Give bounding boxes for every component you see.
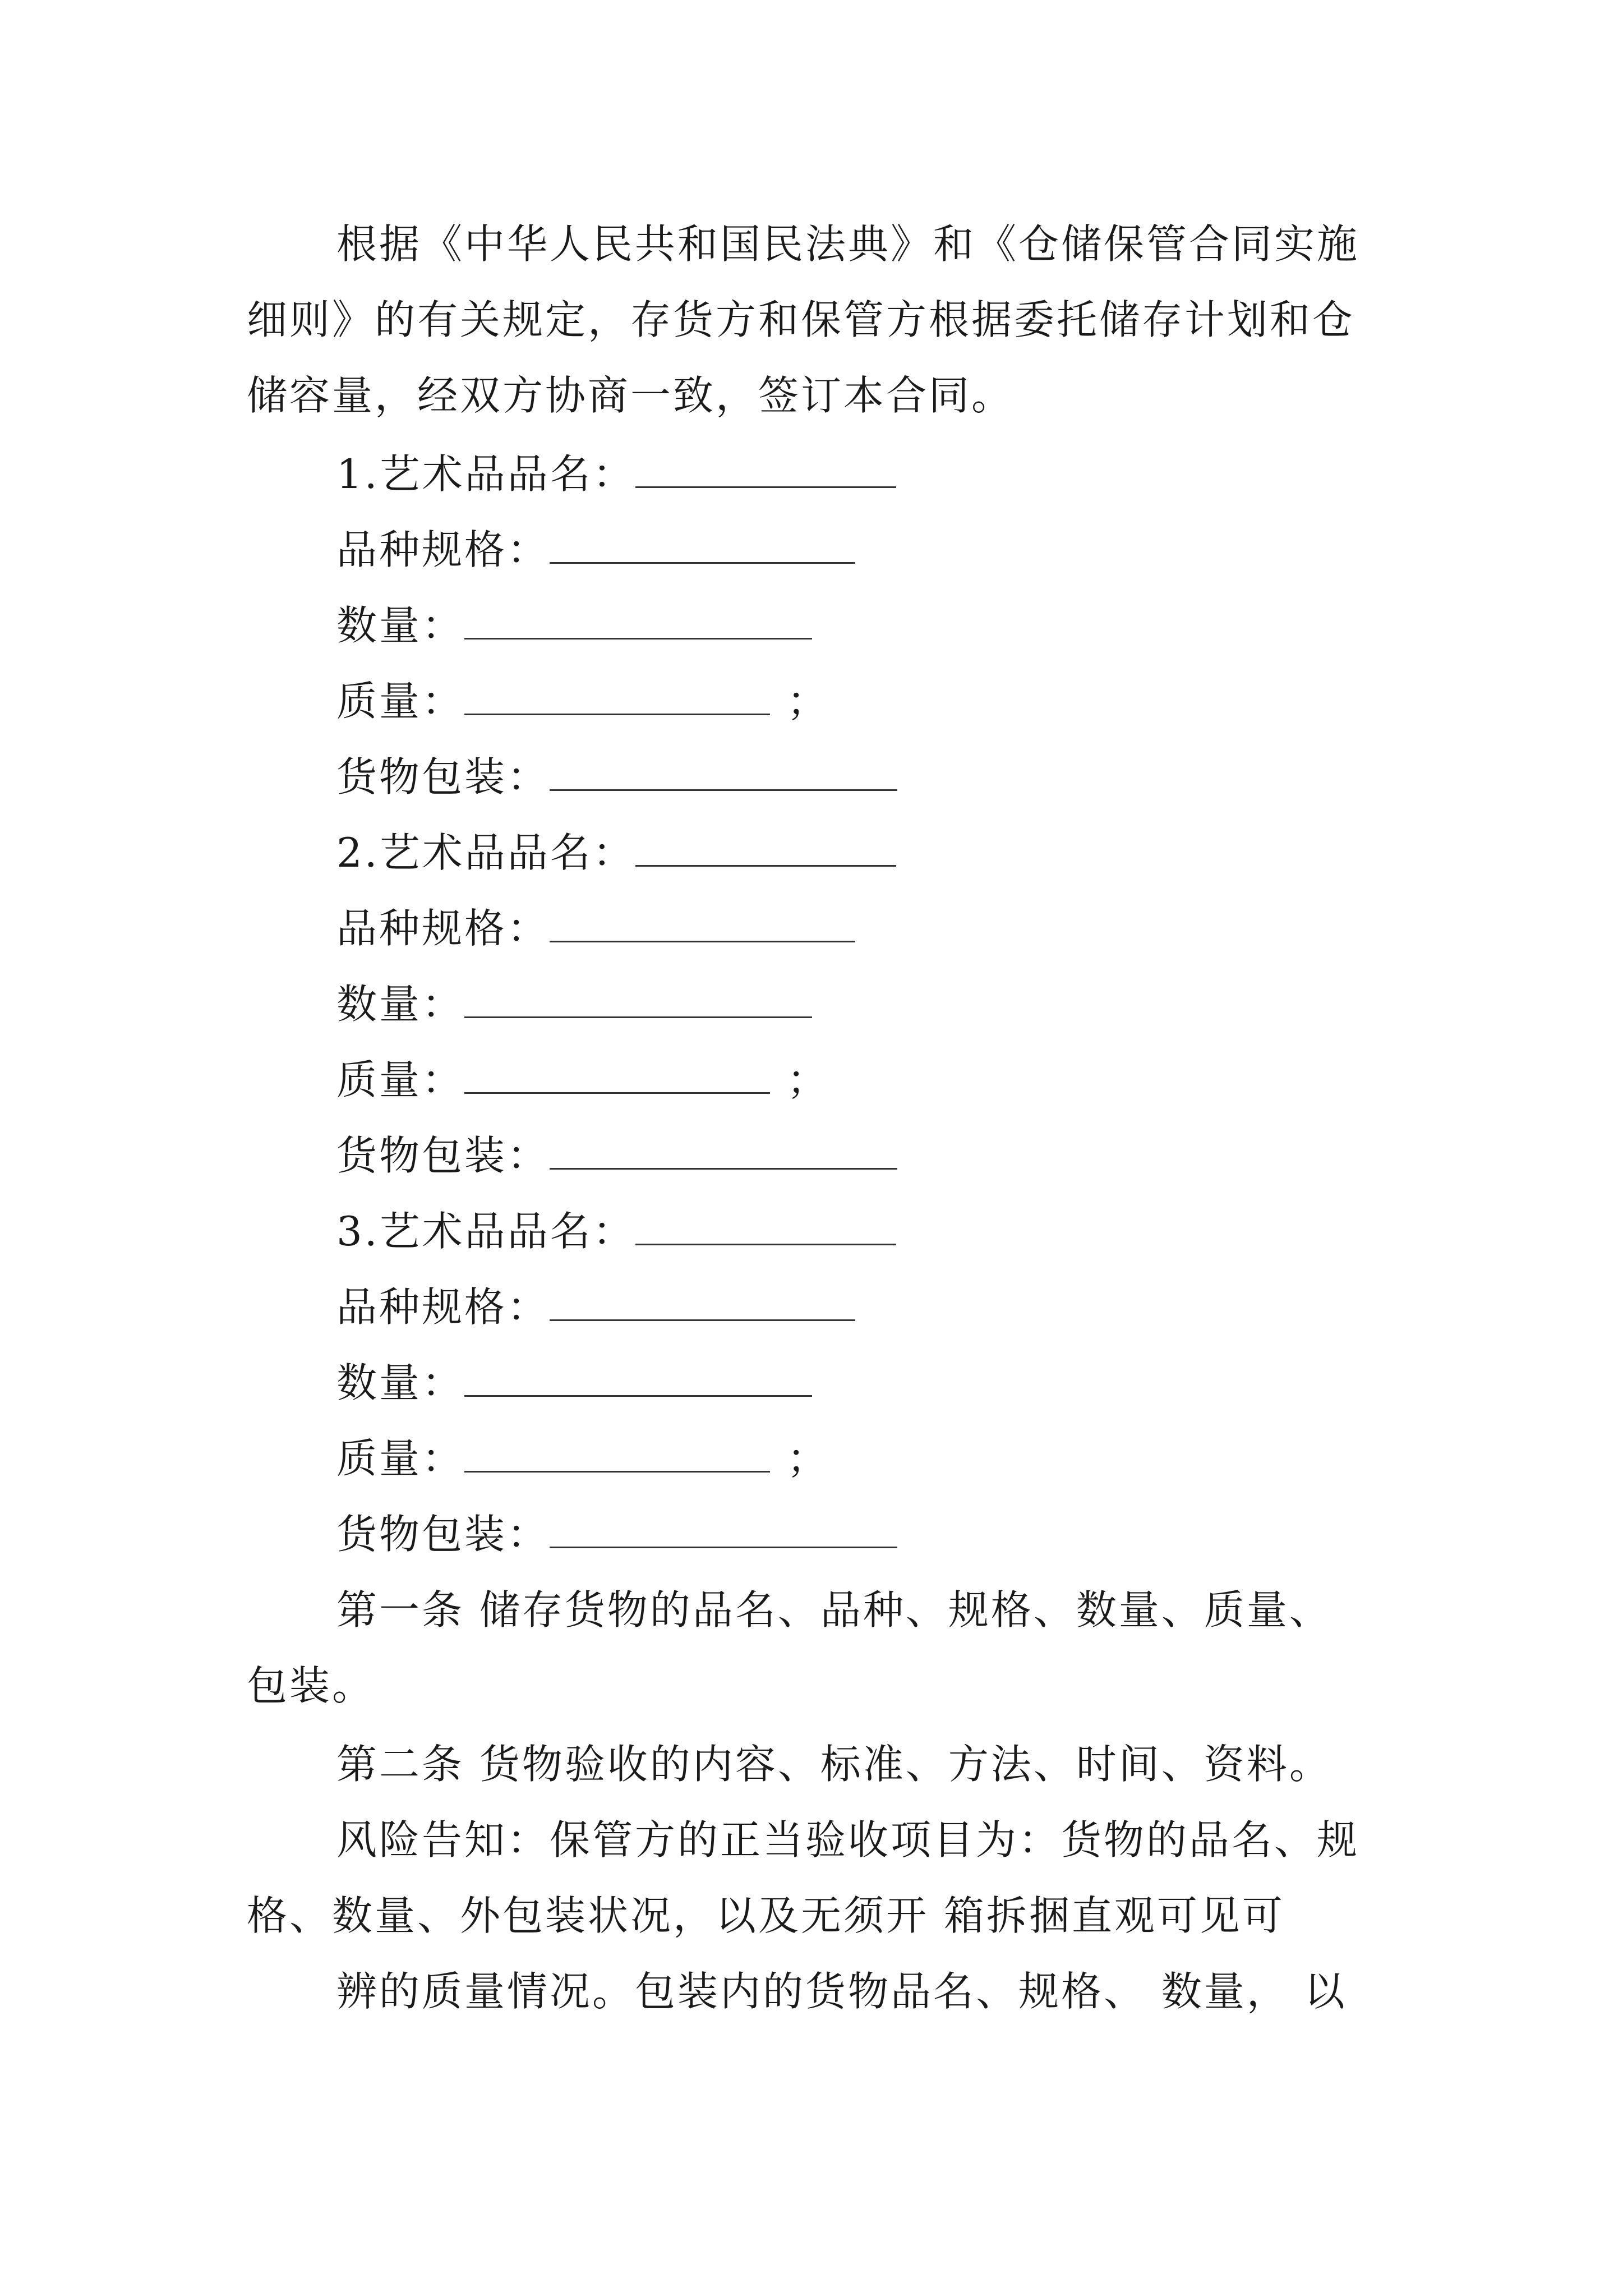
item-1-quality-suffix: ； [787,678,830,725]
item-2-name-row [336,825,896,881]
risk-line-3: 辨的质量情况。包装内的货物品名、规格、 数量， 以 [336,1968,1347,2015]
item-1-packing-blank[interactable] [550,753,897,791]
item-3-name-label: 3.艺术品品名： [336,1208,635,1255]
item-1-packing-label: 货物包装： [336,753,550,800]
item-2-quality-row [336,1052,829,1108]
item-1-name-label: 1.艺术品品名： [336,450,635,498]
item-2-packing-label: 货物包装： [336,1132,550,1179]
intro-line-2: 细则》的有关规定，存货方和保管方根据委托储存计划和仓 [247,296,1355,343]
item-1-qty-label: 数量： [336,602,465,649]
item-3-quality-blank[interactable] [464,1435,770,1473]
item-3-qty-blank[interactable] [464,1359,812,1397]
intro-line-3: 储容量，经双方协商一致，签订本合同。 [247,372,1015,419]
item-1-name-row [336,446,896,502]
item-1-spec-blank[interactable] [550,526,855,564]
item-2-qty-row [336,976,812,1032]
item-2-quality-suffix: ； [787,1056,830,1103]
article-1-line-2: 包装。 [247,1662,375,1709]
item-2-qty-label: 数量： [336,981,465,1028]
item-2-quality-label: 质量： [336,1056,465,1103]
item-3-packing-label: 货物包装： [336,1511,550,1558]
item-3-quality-label: 质量： [336,1435,465,1482]
item-3-spec-row [336,1279,855,1335]
item-3-spec-label: 品种规格： [336,1283,550,1331]
item-3-quality-row [336,1430,829,1487]
item-1-spec-label: 品种规格： [336,526,550,573]
item-1-qty-blank[interactable] [464,602,812,639]
item-3-name-blank[interactable] [635,1208,896,1245]
item-2-spec-row [336,900,855,956]
item-2-spec-label: 品种规格： [336,905,550,952]
item-1-packing-row [336,749,897,805]
item-2-quality-blank[interactable] [464,1056,770,1094]
item-1-quality-row [336,673,829,729]
item-3-name-row [336,1203,896,1259]
article-2-line-1: 第二条 货物验收的内容、标准、方法、时间、资料。 [336,1741,1332,1788]
item-3-packing-row [336,1506,897,1562]
item-3-spec-blank[interactable] [550,1283,855,1321]
item-2-spec-blank[interactable] [550,905,855,942]
item-1-qty-row [336,597,812,654]
item-2-name-label: 2.艺术品品名： [336,829,635,876]
item-3-packing-blank[interactable] [550,1511,897,1548]
item-2-qty-blank[interactable] [464,981,812,1018]
item-1-spec-row [336,522,855,578]
item-3-qty-row [336,1355,812,1411]
item-2-packing-blank[interactable] [550,1132,897,1170]
risk-line-2: 格、数量、外包装状况，以及无须开 箱拆捆直观可见可 [247,1892,1285,1939]
item-1-name-blank[interactable] [635,450,896,488]
item-1-quality-blank[interactable] [464,678,770,715]
item-3-qty-label: 数量： [336,1359,465,1406]
risk-line-1: 风险告知：保管方的正当验收项目为：货物的品名、规 [336,1816,1360,1864]
article-1-line-1: 第一条 储存货物的品名、品种、规格、数量、质量、 [336,1586,1332,1634]
intro-line-1: 根据《中华人民共和国民法典》和《仓储保管合同实施 [336,220,1360,268]
item-2-packing-row [336,1128,897,1184]
item-2-name-blank[interactable] [635,829,896,867]
item-1-quality-label: 质量： [336,678,465,725]
item-3-quality-suffix: ； [787,1435,830,1482]
